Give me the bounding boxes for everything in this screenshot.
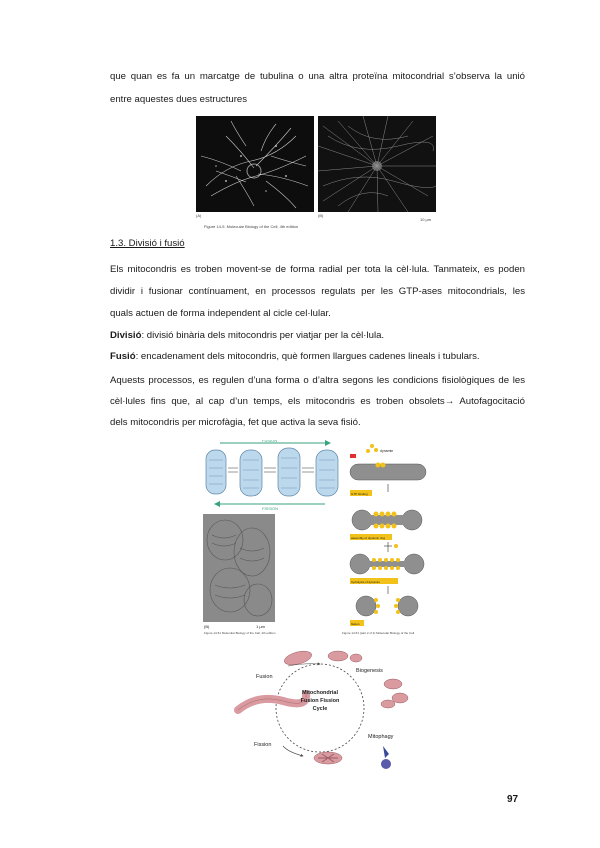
para1-line-1: Els mitocondris es troben movent-se de forma radial per tota la cèl·lula. Tanmateix, es poden [110, 264, 525, 275]
figure1-panel-a: (A) [196, 213, 202, 218]
figure1-caption: Figure 14-5. Molecular Biology of the Cell, 4th edition [204, 224, 299, 229]
mitochondria-micrograph [196, 116, 314, 212]
dynamin-panel [350, 444, 426, 626]
cycle-biogenesis-label: Biogenesis [356, 668, 383, 674]
fission-step-label: fission [351, 622, 360, 626]
microtubules-micrograph [318, 116, 436, 212]
intro-line-1: que quan es fa un marcatge de tubulina o una altra proteïna mitocondrial s’observa la unió [110, 71, 525, 82]
division-label: Divisió [110, 330, 142, 341]
micrograph-scale: 1 μm [256, 624, 265, 629]
fusion-arrow-label: FUSION [262, 440, 278, 443]
page-number: 97 [507, 794, 519, 805]
fusion-line [110, 346, 525, 367]
cycle-mitophagy-label: Mitophagy [368, 734, 394, 740]
section-heading: 1.3. Divisió i fusió [110, 238, 185, 249]
figure2-caption-right: Figure 14-51 (part 2 of 2) Molecular Biology of the Cell [342, 631, 415, 635]
para2-line-2: cèl·lules fins que, al cap d’un temps, els mitocondris es troben obsolets→ Autofagocitació [110, 396, 525, 407]
em-micrograph [203, 514, 275, 622]
dynamin-label: dynamin [380, 449, 394, 453]
gtp-binding-label: GTP binding [351, 492, 368, 496]
cycle-center-line-2: Fusion Fission [300, 698, 340, 704]
cycle-fission-label: Fission [254, 742, 272, 748]
figure2-caption-left: Figure 14-51 Molecular Biology of the Cell, 4th edition [204, 631, 276, 635]
assembly-label: assembly of dynamin ring [351, 536, 386, 540]
para2-line-3: dels mitocondris per microfàgia, fet que activa la seva fisió. [110, 417, 361, 428]
para2-line-1: Aquests processos, es regulen d’una forma o d’altra segons les condicions fisiològiques de les [110, 375, 525, 386]
fission-arrow-label: FISSION [262, 506, 279, 511]
division-line [110, 325, 525, 346]
para1-line-3: quals actuen de forma independent al cicle cel·lular. [110, 308, 331, 319]
fusion-fission-cycle-figure [228, 646, 418, 776]
para1-line-2: dividir i fusionar contínuament, en processos regulats per les GTP-ases mitocondrials, les [110, 286, 525, 297]
division-text: : divisió binària dels mitocondris per viatjar per la cèl·lula. [141, 330, 385, 341]
figure1-scale: 10 μm [420, 217, 432, 222]
fusion-text: : encadenament dels mitocondris, què formen llargues cadenes lineals i tubulars. [135, 351, 480, 362]
cycle-fusion-label: Fusion [256, 674, 273, 680]
cycle-center-line-1: Mitochondrial [301, 690, 339, 696]
hydrolysis-label: hydrolysis of dynamin [351, 580, 380, 584]
figure1-panel-b: (B) [318, 213, 324, 218]
fusion-fission-figure [200, 440, 440, 636]
cycle-center-line-3: Cycle [312, 706, 328, 712]
fusion-label: Fusió [110, 351, 136, 362]
intro-line-2: entre aquestes dues estructures [110, 94, 248, 105]
micrograph-letter: (B) [204, 624, 210, 629]
